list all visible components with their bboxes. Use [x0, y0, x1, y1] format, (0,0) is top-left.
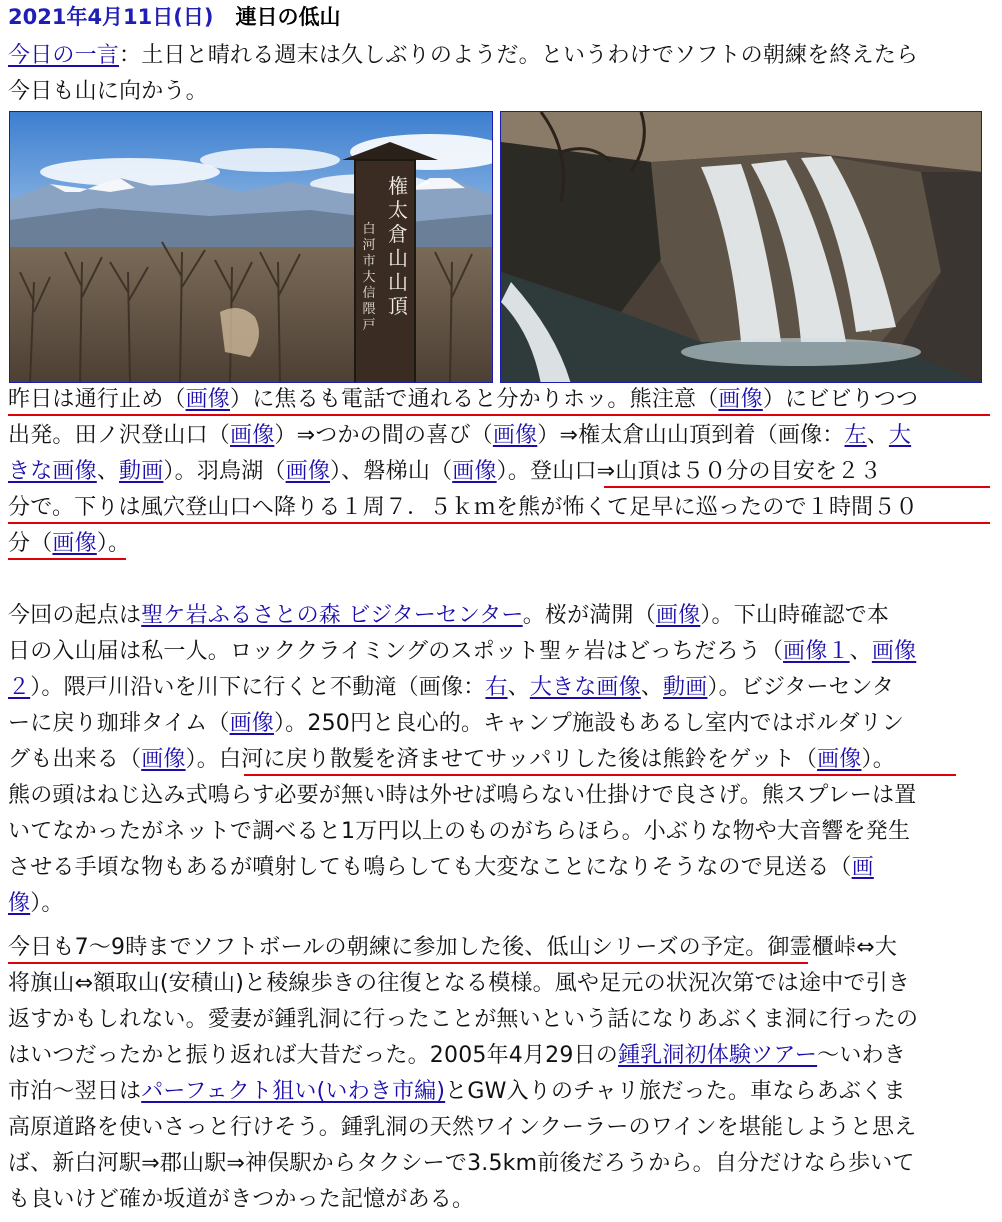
waterfall-photo-image [501, 112, 982, 383]
text: 、 [849, 639, 872, 664]
today-word-link[interactable]: 今日の一言 [8, 43, 120, 68]
text: ）に焦るも電話で通れると分かりホッ。熊注意（ [230, 387, 719, 412]
text: ）。白河に戻り散髪を済ませてサッパリした後は熊鈴をゲット（ [185, 747, 818, 772]
image-link-trailhead[interactable]: 画像 [230, 423, 275, 448]
red-underline-3 [8, 522, 990, 524]
text: も良いけど確か坂道がきつかった記憶がある。 [8, 1187, 475, 1212]
sign-sub-text: 白河市 大信隈戸 [362, 222, 376, 333]
text: ）にビビりつつ [762, 387, 919, 412]
image-link-road-closed[interactable]: 画像 [185, 387, 231, 412]
waterfall-photo[interactable] [500, 111, 982, 383]
red-underline-6 [8, 962, 808, 964]
image-link-bear-warning[interactable]: 画像 [718, 387, 763, 412]
intro-text-2: 今日も山に向かう。 [8, 79, 208, 104]
image-link-spray-part2[interactable]: 像 [8, 891, 31, 916]
text: 、 [640, 675, 664, 700]
text: 高原道路を使いさっと行けそう。鍾乳洞の天然ワインクーラーのワインを堪能しようと思え [8, 1115, 917, 1140]
text: 市泊～翌日は [8, 1079, 142, 1104]
text: 分で。下りは風穴登山口へ降りる１周７．５ｋｍを熊が怖くて足早に巡ったので１時間５０ [8, 495, 918, 520]
intro-text: ：土日と晴れる週末は久しぶりのようだ。というわけでソフトの朝練を終えたら [119, 43, 919, 68]
text: ）。 [96, 531, 131, 556]
image-link-1[interactable]: 画像１ [783, 639, 850, 664]
text: ）。ビジターセンタ [707, 675, 895, 700]
entry-header [8, 2, 340, 32]
image-link-bouldering[interactable]: 画像 [141, 747, 186, 772]
text: はいつだったかと振り返れば大昔だった。2005年4月29日の [8, 1043, 618, 1068]
text: 返すかもしれない。愛妻が鍾乳洞に行ったことが無いという話になりあぶくま洞に行ったの [8, 1007, 919, 1032]
image-link-left[interactable]: 左 [844, 423, 867, 448]
image-link-descent[interactable]: 画像 [52, 531, 97, 556]
text: 、 [96, 459, 120, 484]
entry-date: 2021年4月11日(日) [8, 5, 214, 29]
red-underline-4 [8, 558, 126, 560]
video-link[interactable]: 動画 [119, 459, 164, 484]
text: ）⇒つかの間の喜び（ [274, 423, 493, 448]
text: ）⇒権太倉山山頂到着（画像： [537, 423, 845, 448]
image-link-hatori-lake[interactable]: 画像 [285, 459, 331, 484]
image-link-brief-joy[interactable]: 画像 [492, 423, 538, 448]
text: 今日も7～9時までソフトボールの朝練に参加した後、低山シリーズの予定。御霊櫃峠⇔大 [8, 935, 898, 960]
image-link-cherry[interactable]: 画像 [655, 603, 701, 628]
paragraph-2 [8, 598, 998, 922]
image-link-right[interactable]: 右 [485, 675, 508, 700]
image-link-2-part2[interactable]: ２ [8, 675, 31, 700]
text: 、 [866, 423, 889, 448]
perfect-iwaki-link[interactable]: パーフェクト狙い(いわき市編) [141, 1079, 446, 1104]
text: ）、磐梯山（ [330, 459, 453, 484]
text: 昨日は通行止め（ [8, 387, 186, 412]
intro-paragraph [8, 38, 998, 110]
image-link-spray-part1[interactable]: 画 [851, 855, 874, 880]
image-link-2-part1[interactable]: 画像 [871, 639, 917, 664]
text: ）。 [30, 891, 64, 916]
text: ）。隈戸川沿いを川下に行くと不動滝（画像： [30, 675, 486, 700]
large-image-link-part2[interactable]: きな画像 [8, 459, 97, 484]
visitor-center-link[interactable]: 聖ケ岩ふるさとの森 ビジターセンター [141, 603, 523, 628]
text: 将旗山⇔額取山(安積山)と稜線歩きの往復となる模様。風や足元の状況次第では途中で引き [8, 971, 911, 996]
large-image-link-waterfall[interactable]: 大きな画像 [529, 675, 641, 700]
text: ～いわき [817, 1043, 906, 1068]
large-image-link-part1[interactable]: 大 [888, 423, 912, 448]
red-underline-1 [8, 414, 990, 416]
text: いてなかったがネットで調べると1万円以上のものがちらほら。小ぶりな物や大音響を発生 [8, 819, 911, 844]
text: ）。250円と良心的。キャンプ施設もあるし室内ではボルダリン [273, 711, 905, 736]
limestone-cave-tour-link[interactable]: 鍾乳洞初体験ツアー [617, 1043, 818, 1068]
video-link-waterfall[interactable]: 動画 [663, 675, 708, 700]
text: 。桜が満開（ [522, 603, 656, 628]
text: 日の入山届は私一人。ロッククライミングのスポット聖ヶ岩はどっちだろう（ [8, 639, 784, 664]
image-link-bear-bell[interactable]: 画像 [817, 747, 862, 772]
text: ）。下山時確認で本 [700, 603, 890, 628]
text: 、 [507, 675, 530, 700]
text: ）。登山口⇒山頂は５０分の目安を２３ [496, 459, 882, 484]
text: ）。羽鳥湖（ [163, 459, 286, 484]
text: ば、新白河駅⇒郡山駅⇒神俣駅からタクシーで3.5km前後だろうから。自分だけなら歩いて [8, 1151, 915, 1176]
paragraph-1 [8, 382, 998, 562]
text: ーに戻り珈琲タイム（ [8, 711, 230, 736]
text: 熊の頭はねじ込み式鳴らす必要が無い時は外せば鳴らない仕掛けで良さげ。熊スプレーは置 [8, 783, 917, 808]
summit-photo[interactable] [9, 111, 493, 383]
summit-photo-image [10, 112, 493, 383]
paragraph-3 [8, 930, 998, 1218]
text: ）。 [861, 747, 895, 772]
text: させる手頃な物もあるが噴射しても鳴らしても大変なことになりそうなので見送る（ [8, 855, 852, 880]
text: 今回の起点は [8, 603, 142, 628]
red-underline-2 [604, 486, 990, 488]
text: 分（ [8, 531, 53, 556]
text: グも出来る（ [8, 747, 142, 772]
entry-title: 連日の低山 [235, 5, 341, 29]
red-underline-5 [244, 774, 956, 776]
image-link-coffee[interactable]: 画像 [229, 711, 274, 736]
image-link-bandai[interactable]: 画像 [452, 459, 497, 484]
text: とGW入りのチャリ旅だった。車ならあぶくま [445, 1079, 906, 1104]
text: 出発。田ノ沢登山口（ [8, 423, 231, 448]
sign-main-text: 権太倉山山頂 [388, 174, 408, 318]
